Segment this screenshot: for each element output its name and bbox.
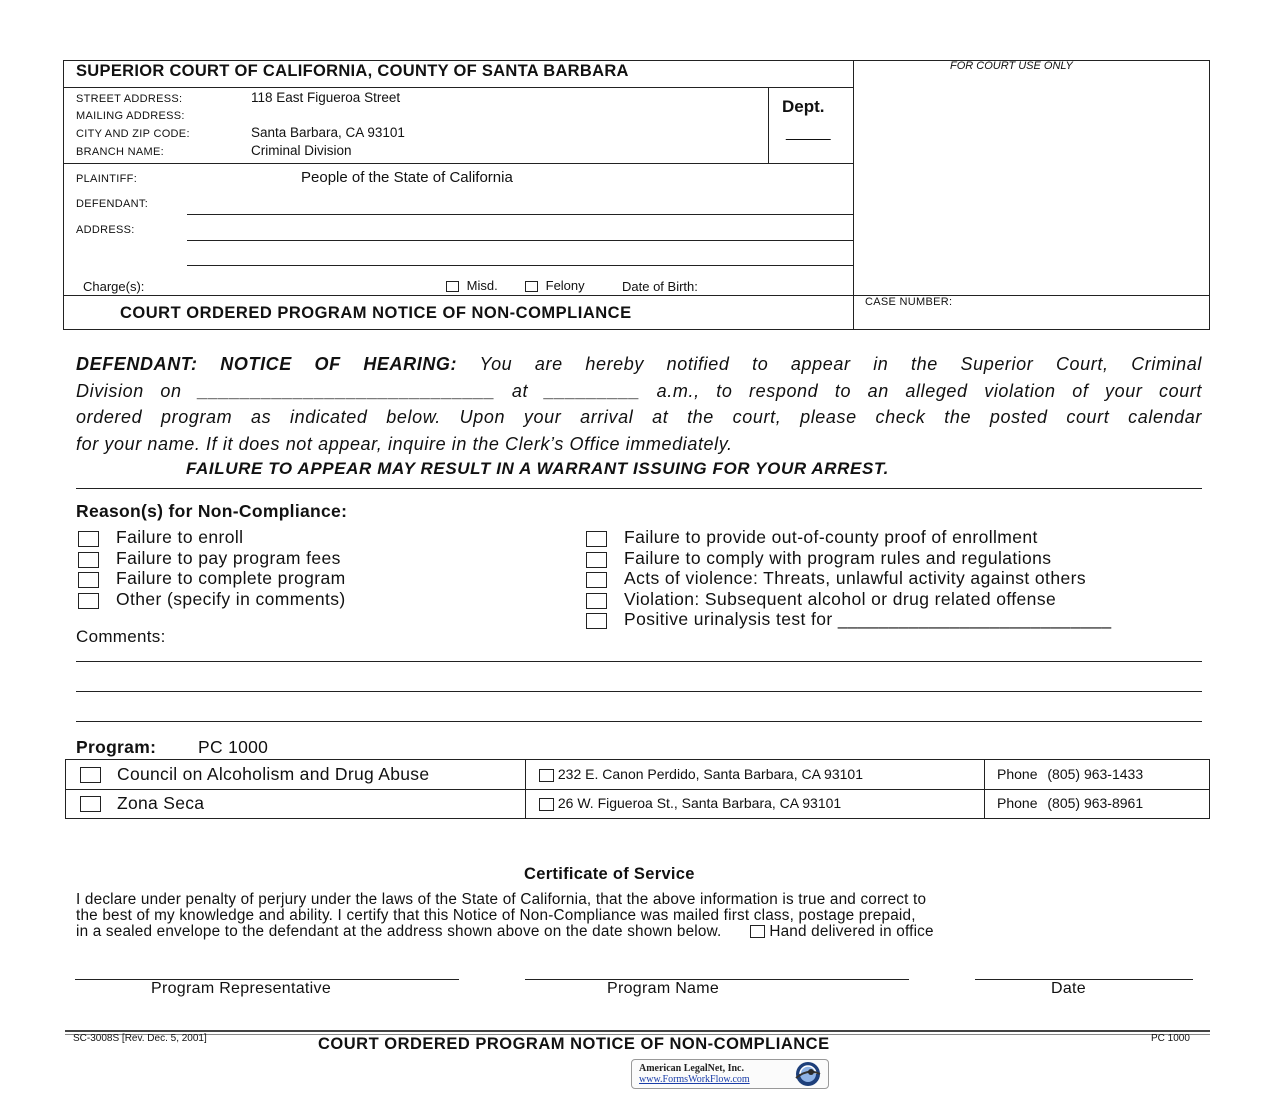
phone-number: (805) 963-1433 (1047, 766, 1144, 782)
phone-label: Phone (997, 766, 1038, 782)
dob-label: Date of Birth: (622, 279, 698, 294)
program-value: PC 1000 (198, 737, 269, 757)
legalnet-logo[interactable] (631, 1059, 829, 1089)
footer-title: COURT ORDERED PROGRAM NOTICE OF NON-COMPLIANCE (318, 1035, 830, 1053)
court-title: SUPERIOR COURT OF CALIFORNIA, COUNTY OF SANTA BARBARA (76, 62, 629, 80)
certificate-line-1: I declare under penalty of perjury under the laws of the State of California, that the above information is true and correct to (76, 891, 927, 908)
reason-checkbox[interactable] (586, 552, 607, 568)
program-name: Council on Alcoholism and Drug Abuse (117, 764, 430, 784)
notice-line-1 (76, 351, 1202, 378)
reason-checkbox[interactable] (78, 593, 99, 609)
program-phone (997, 766, 1143, 782)
address-option[interactable] (539, 766, 863, 782)
comments-line[interactable] (76, 661, 1202, 662)
reason-checkbox[interactable] (586, 613, 607, 629)
charges-label: Charge(s): (83, 279, 145, 294)
form-number: SC-3008S [Rev. Dec. 5, 2001] (73, 1033, 207, 1044)
reason-label: Failure to comply with program rules and regulations (624, 548, 1052, 568)
globe-icon (790, 1061, 826, 1087)
program-name: Zona Seca (117, 793, 205, 813)
comments-label: Comments: (76, 627, 166, 646)
felony-checkbox[interactable] (525, 281, 538, 292)
reason-checkbox[interactable] (78, 572, 99, 588)
notice-line-4: for your name. If it does not appear, inquire in the Clerk’s Office immediately. (76, 434, 733, 454)
notice-line-1-text: You are hereby notified to appear in the Superior Court, Criminal (479, 354, 1202, 374)
comments-line[interactable] (76, 721, 1202, 722)
reason-label: Other (specify in comments) (116, 589, 346, 609)
reason-label: Positive urinalysis test for ___________________________ (624, 609, 1112, 629)
program-label: Program: (76, 737, 157, 757)
notice-line-2: Division on ____________________________ at _________ a.m., to respond to an alleged violation of your court (76, 381, 1202, 401)
misd-option[interactable] (446, 278, 498, 293)
misd-label: Misd. (466, 278, 498, 293)
notice-line-3: ordered program as indicated below. Upon your arrival at the court, please check the posted court calendar (76, 407, 1202, 427)
address-checkbox[interactable] (539, 769, 554, 782)
branch-value: Criminal Division (251, 143, 352, 158)
program-phone (997, 795, 1143, 811)
certificate-line-3-text: in a sealed envelope to the defendant at the address shown above on the date shown below. (76, 923, 722, 940)
footer-code: PC 1000 (1151, 1033, 1190, 1044)
logo-name: American LegalNet, Inc. (639, 1063, 744, 1074)
dept-field[interactable]: _____ (786, 124, 831, 141)
notice-divider (76, 488, 1202, 489)
sig-rep-label: Program Representative (151, 980, 332, 997)
reason-checkbox[interactable] (78, 531, 99, 547)
certificate-line-3 (76, 923, 934, 941)
comments-line[interactable] (76, 691, 1202, 692)
city-label: CITY AND ZIP CODE: (76, 128, 190, 140)
misd-checkbox[interactable] (446, 281, 459, 292)
logo-url: www.FormsWorkFlow.com (639, 1074, 750, 1085)
address-checkbox[interactable] (539, 798, 554, 811)
sig-date-label: Date (1051, 980, 1086, 997)
address-label: ADDRESS: (76, 224, 135, 236)
case-number-label: CASE NUMBER: (865, 296, 953, 308)
program-address: 26 W. Figueroa St., Santa Barbara, CA 93101 (557, 795, 842, 811)
hand-delivered-checkbox[interactable] (750, 925, 765, 938)
street-label: STREET ADDRESS: (76, 93, 183, 105)
reasons-heading: Reason(s) for Non-Compliance: (76, 501, 348, 521)
reason-label: Failure to provide out-of-county proof of enrollment (624, 527, 1038, 547)
phone-number: (805) 963-8961 (1047, 795, 1144, 811)
hand-delivered-label: Hand delivered in office (769, 923, 934, 940)
phone-label: Phone (997, 795, 1038, 811)
defendant-field[interactable] (187, 193, 853, 213)
reason-checkbox[interactable] (586, 572, 607, 588)
reason-label: Violation: Subsequent alcohol or drug related offense (624, 589, 1057, 609)
reason-label: Failure to complete program (116, 568, 346, 588)
reason-label: Failure to pay program fees (116, 548, 341, 568)
address-field[interactable] (187, 219, 853, 264)
notice-heading: DEFENDANT: NOTICE OF HEARING: (76, 354, 458, 374)
street-value: 118 East Figueroa Street (251, 90, 401, 105)
sig-program-label: Program Name (607, 980, 720, 997)
felony-option[interactable] (525, 278, 585, 293)
defendant-label: DEFENDANT: (76, 198, 149, 210)
warning-text: FAILURE TO APPEAR MAY RESULT IN A WARRANT ISSUING FOR YOUR ARREST. (186, 459, 889, 478)
program-address: 232 E. Canon Perdido, Santa Barbara, CA 93101 (557, 766, 863, 782)
branch-label: BRANCH NAME: (76, 146, 164, 158)
city-value: Santa Barbara, CA 93101 (251, 125, 405, 140)
certificate-title: Certificate of Service (524, 865, 695, 883)
reason-label: Failure to enroll (116, 527, 244, 547)
program-checkbox[interactable] (80, 796, 101, 812)
dept-label: Dept. (782, 97, 825, 116)
reason-checkbox[interactable] (78, 552, 99, 568)
felony-label: Felony (545, 278, 585, 293)
plaintiff-label: PLAINTIFF: (76, 173, 138, 185)
form-title: COURT ORDERED PROGRAM NOTICE OF NON-COMPLIANCE (120, 304, 632, 322)
reason-checkbox[interactable] (586, 593, 607, 609)
court-use-label: FOR COURT USE ONLY (950, 60, 1073, 72)
program-checkbox[interactable] (80, 767, 101, 783)
certificate-line-2: the best of my knowledge and ability. I certify that this Notice of Non-Compliance was mailed first class, postage prepaid, (76, 907, 916, 924)
plaintiff-value: People of the State of California (301, 169, 513, 186)
address-option[interactable] (539, 795, 841, 811)
reason-checkbox[interactable] (586, 531, 607, 547)
reason-label: Acts of violence: Threats, unlawful activity against others (624, 568, 1086, 588)
mailing-label: MAILING ADDRESS: (76, 110, 185, 122)
footer-rule (65, 1030, 1210, 1032)
